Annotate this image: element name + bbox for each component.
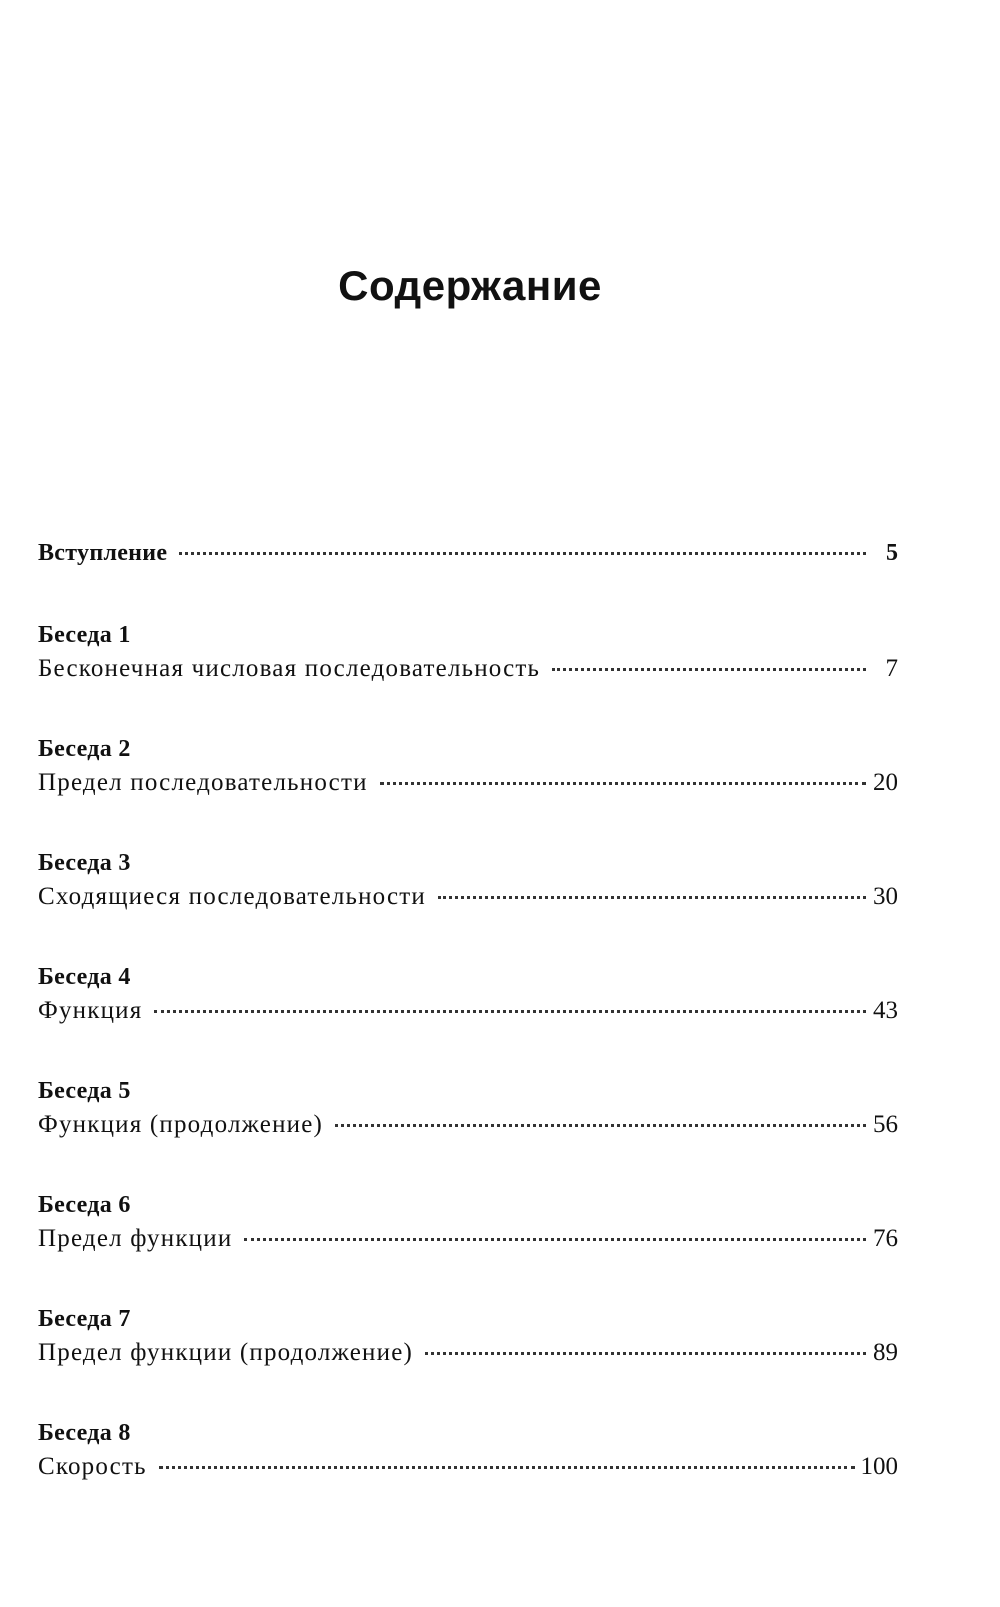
toc-entry-chapter-8[interactable] xyxy=(38,1417,898,1531)
toc-page-number: 5 xyxy=(886,540,898,566)
toc-entry-chapter-2[interactable] xyxy=(38,733,898,847)
toc-entry-chapter-5[interactable] xyxy=(38,1075,898,1189)
toc-line xyxy=(38,766,898,800)
toc-line xyxy=(38,1222,898,1256)
table-of-contents xyxy=(38,536,898,1531)
toc-entry-chapter-1[interactable] xyxy=(38,619,898,733)
page-title: Содержание xyxy=(338,262,602,309)
toc-page-number: 43 xyxy=(873,997,898,1024)
dot-leader xyxy=(154,1010,866,1013)
toc-page-number: 89 xyxy=(873,1339,898,1366)
chapter-label: Беседа 7 xyxy=(38,1306,131,1332)
toc-entry-chapter-4[interactable] xyxy=(38,961,898,1075)
chapter-label: Беседа 6 xyxy=(38,1192,131,1218)
toc-entry-title: Предел функции xyxy=(38,1225,233,1252)
toc-entry-title: Бесконечная числовая последовательность xyxy=(38,655,541,682)
toc-line xyxy=(38,1336,898,1370)
toc-entry-title: Предел функции (продолжение) xyxy=(38,1339,414,1366)
dot-leader xyxy=(380,782,866,785)
chapter-label: Беседа 1 xyxy=(38,622,131,648)
dot-leader xyxy=(244,1238,866,1241)
dot-leader xyxy=(552,668,866,671)
toc-entry-chapter-3[interactable] xyxy=(38,847,898,961)
chapter-label: Беседа 4 xyxy=(38,964,131,990)
toc-line xyxy=(38,1450,898,1484)
chapter-label: Беседа 8 xyxy=(38,1420,131,1446)
toc-entry-chapter-7[interactable] xyxy=(38,1303,898,1417)
toc-entry-title: Вступление xyxy=(38,540,168,566)
toc-line xyxy=(38,652,898,686)
dot-leader xyxy=(425,1352,866,1355)
chapter-label: Беседа 5 xyxy=(38,1078,131,1104)
toc-entry-title: Функция (продолжение) xyxy=(38,1111,324,1138)
dot-leader xyxy=(159,1466,855,1469)
toc-entry-title: Функция xyxy=(38,997,143,1024)
toc-entry-title: Скорость xyxy=(38,1453,147,1480)
chapter-label: Беседа 3 xyxy=(38,850,131,876)
toc-entry-chapter-6[interactable] xyxy=(38,1189,898,1303)
toc-entry-intro[interactable] xyxy=(38,536,898,619)
toc-entry-title: Предел последовательности xyxy=(38,769,368,796)
chapter-label: Беседа 2 xyxy=(38,736,131,762)
toc-page-number: 30 xyxy=(873,883,898,910)
toc-page-number: 76 xyxy=(873,1225,898,1252)
toc-entry-title: Сходящиеся последовательности xyxy=(38,883,426,910)
toc-line xyxy=(38,1108,898,1142)
dot-leader xyxy=(335,1124,866,1127)
toc-line xyxy=(38,536,898,570)
toc-line xyxy=(38,880,898,914)
dot-leader xyxy=(179,552,866,555)
toc-line xyxy=(38,994,898,1028)
toc-page-number: 56 xyxy=(873,1111,898,1138)
toc-page-number: 20 xyxy=(873,769,898,796)
toc-page-number: 100 xyxy=(860,1453,898,1480)
dot-leader xyxy=(438,896,866,899)
toc-page-number: 7 xyxy=(885,655,898,682)
